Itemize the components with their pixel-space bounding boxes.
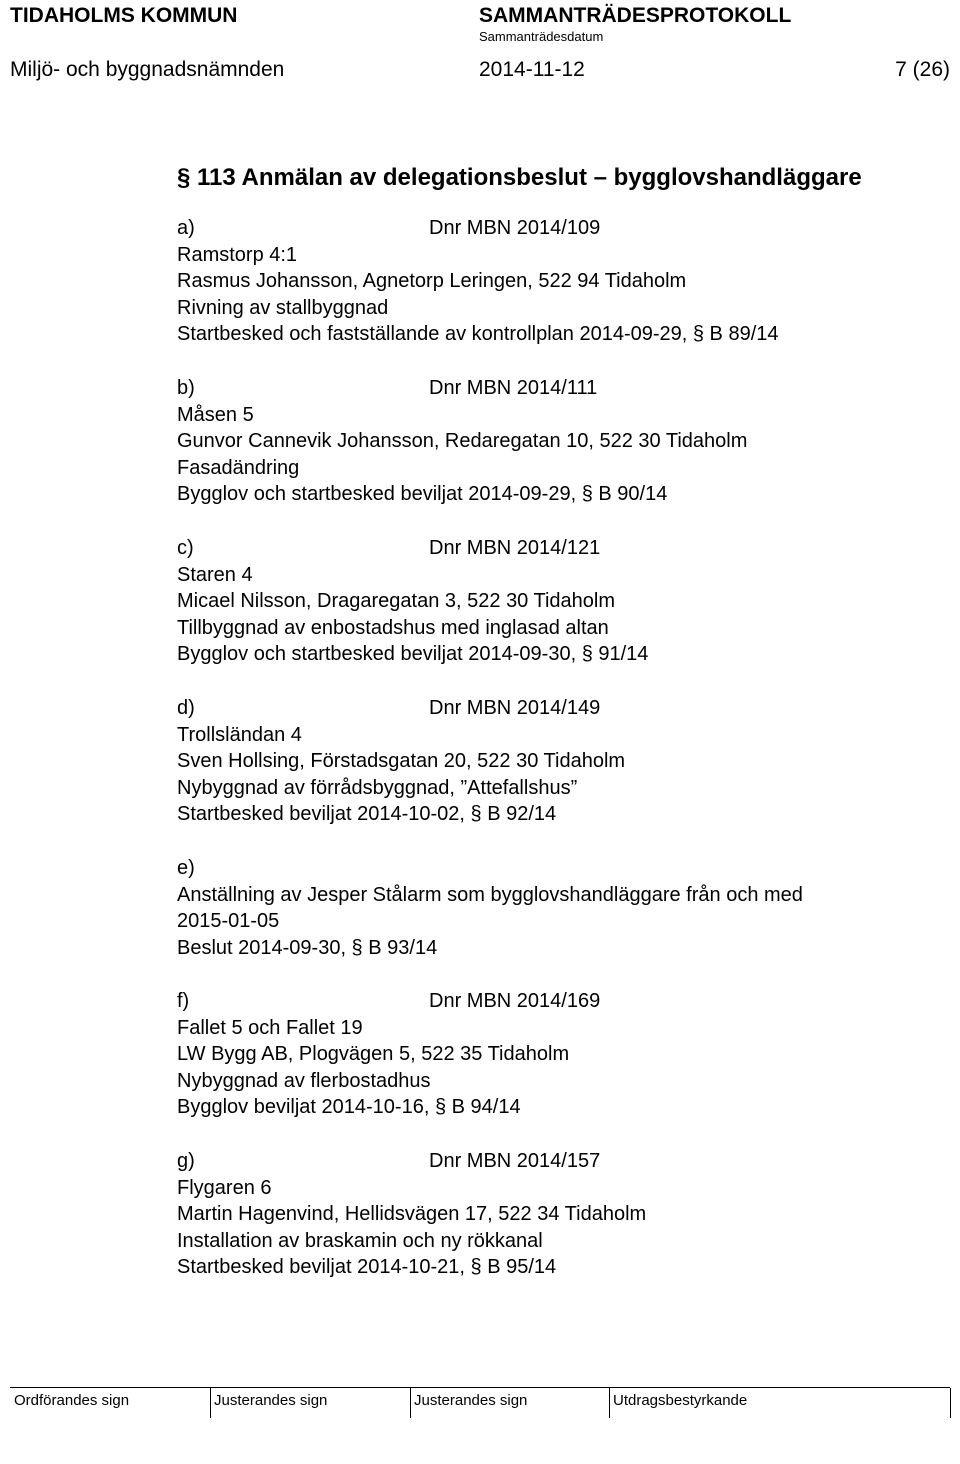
- item-dnr: Dnr MBN 2014/111: [429, 377, 598, 399]
- item-line: Sven Hollsing, Förstadsgatan 20, 522 30 Tidaholm: [177, 750, 626, 773]
- item-letter: c): [177, 537, 194, 559]
- item-line: LW Bygg AB, Plogvägen 5, 522 35 Tidaholm: [177, 1043, 570, 1066]
- meeting-date: 2014-11-12: [479, 58, 585, 81]
- item-letter: a): [177, 217, 195, 239]
- item-letter: g): [177, 1150, 195, 1172]
- item-dnr: Dnr MBN 2014/109: [429, 217, 601, 239]
- footer-cell-adjuster-sign-1: Justerandes sign: [214, 1392, 328, 1409]
- document-type: SAMMANTRÄDESPROTOKOLL: [479, 4, 792, 27]
- item-line: Bygglov och startbesked beviljat 2014-09-30, § 91/14: [177, 643, 649, 666]
- item-line: Bygglov och startbesked beviljat 2014-09-29, § B 90/14: [177, 483, 668, 506]
- item-line: Installation av braskamin och ny rökkanal: [177, 1229, 543, 1252]
- footer-cell-extract-certification: Utdragsbestyrkande: [613, 1392, 748, 1409]
- item-dnr: Dnr MBN 2014/169: [429, 990, 601, 1012]
- item-line: Bygglov beviljat 2014-10-16, § B 94/14: [177, 1096, 521, 1119]
- item-line: Staren 4: [177, 563, 253, 586]
- item-line: Trollsländan 4: [177, 723, 302, 746]
- item-line: Nybyggnad av förrådsbyggnad, ”Attefallshus”: [177, 776, 578, 799]
- item-line: Startbesked beviljat 2014-10-02, § B 92/14: [177, 803, 557, 826]
- item-line: Startbesked beviljat 2014-10-21, § B 95/14: [177, 1256, 557, 1279]
- item-letter: d): [177, 697, 195, 719]
- footer-cell-chair-sign: Ordförandes sign: [14, 1392, 130, 1409]
- item-line: Ramstorp 4:1: [177, 243, 298, 266]
- item-line: Flygaren 6: [177, 1176, 272, 1199]
- committee-name: Miljö- och byggnadsnämnden: [10, 58, 285, 81]
- item-dnr: Dnr MBN 2014/121: [429, 537, 601, 559]
- item-letter: f): [177, 990, 190, 1012]
- date-caption: Sammanträdesdatum: [479, 29, 604, 44]
- item-line: Rivning av stallbyggnad: [177, 296, 389, 319]
- municipality-name: TIDAHOLMS KOMMUN: [10, 4, 238, 27]
- item-dnr: Dnr MBN 2014/149: [429, 697, 601, 719]
- item-letter: b): [177, 377, 195, 399]
- item-line: Gunvor Cannevik Johansson, Redaregatan 10, 522 30 Tidaholm: [177, 430, 748, 453]
- item-line: Startbesked och fastställande av kontrollplan 2014-09-29, § B 89/14: [177, 323, 779, 346]
- item-line: Nybyggnad av flerbostadhus: [177, 1069, 431, 1092]
- item-line: Micael Nilsson, Dragaregatan 3, 522 30 Tidaholm: [177, 590, 616, 613]
- item-line: Fasadändring: [177, 456, 300, 479]
- item-line: Tillbyggnad av enbostadshus med inglasad altan: [177, 616, 609, 639]
- footer-cell-adjuster-sign-2: Justerandes sign: [414, 1392, 528, 1409]
- item-line: Anställning av Jesper Stålarm som bygglovshandläggare från och med: [177, 883, 803, 906]
- item-line: Beslut 2014-09-30, § B 93/14: [177, 936, 438, 959]
- item-line: Fallet 5 och Fallet 19: [177, 1016, 363, 1039]
- page-number: 7 (26): [895, 58, 950, 81]
- item-letter: e): [177, 857, 195, 879]
- section-title: § 113 Anmälan av delegationsbeslut – bygglovshandläggare: [177, 164, 862, 191]
- item-line: Martin Hagenvind, Hellidsvägen 17, 522 34 Tidaholm: [177, 1203, 647, 1226]
- item-line: Måsen 5: [177, 403, 254, 426]
- item-line: Rasmus Johansson, Agnetorp Leringen, 522 94 Tidaholm: [177, 270, 687, 293]
- footer-divider: [950, 1388, 951, 1418]
- item-line: 2015-01-05: [177, 910, 280, 933]
- item-dnr: Dnr MBN 2014/157: [429, 1150, 601, 1172]
